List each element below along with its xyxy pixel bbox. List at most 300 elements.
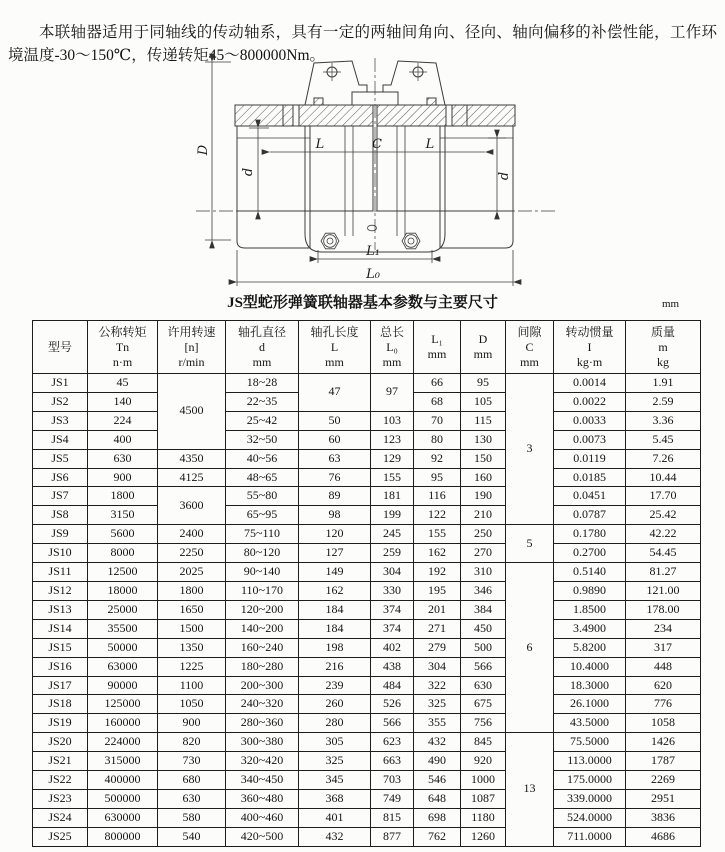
cell-outer_diameter: 105 xyxy=(461,392,506,411)
cell-bore_diameter: 48~65 xyxy=(226,468,299,487)
cell-bore_diameter: 320~420 xyxy=(226,752,299,771)
cell-inertia: 711.0000 xyxy=(554,827,626,846)
cell-l1: 762 xyxy=(414,827,461,846)
cell-nominal_torque: 25000 xyxy=(88,600,158,619)
cell-outer_diameter: 384 xyxy=(461,600,506,619)
cell-inertia: 0.0033 xyxy=(554,411,626,430)
cell-mass: 3.36 xyxy=(626,411,701,430)
cell-model: JS12 xyxy=(33,581,88,600)
cell-mass: 178.00 xyxy=(626,600,701,619)
cell-l1: 155 xyxy=(414,525,461,544)
cell-bore_diameter: 300~380 xyxy=(226,733,299,752)
cell-mass: 5.45 xyxy=(626,430,701,449)
label-d-left: d xyxy=(241,167,256,177)
cell-allowable_speed: 1100 xyxy=(158,676,226,695)
cell-bore_diameter: 80~120 xyxy=(226,544,299,563)
cell-bore_length: 162 xyxy=(299,581,371,600)
table-title: JS型蛇形弹簧联轴器基本参数与主要尺寸 xyxy=(227,295,498,311)
col-header-inertia: 转动惯量 I kg·m xyxy=(554,321,626,374)
table-row xyxy=(33,827,701,846)
cell-allowable_speed: 580 xyxy=(158,808,226,827)
cell-model: JS5 xyxy=(33,449,88,468)
table-row xyxy=(33,752,701,771)
cell-total_length: 199 xyxy=(371,506,414,525)
cell-bore_diameter: 420~500 xyxy=(226,827,299,846)
cell-outer_diameter: 95 xyxy=(461,374,506,393)
cell-l1: 122 xyxy=(414,506,461,525)
cell-bore_length: 280 xyxy=(299,714,371,733)
table-row xyxy=(33,600,701,619)
spec-table xyxy=(32,320,701,847)
cell-outer_diameter: 500 xyxy=(461,638,506,657)
cell-total_length: 749 xyxy=(371,789,414,808)
cell-nominal_torque: 900 xyxy=(88,468,158,487)
cell-outer_diameter: 756 xyxy=(461,714,506,733)
cell-inertia: 0.0451 xyxy=(554,487,626,506)
cell-bore_diameter: 65~95 xyxy=(226,506,299,525)
cell-inertia: 26.1000 xyxy=(554,695,626,714)
cell-inertia: 0.0073 xyxy=(554,430,626,449)
cell-model: JS25 xyxy=(33,827,88,846)
cell-outer_diameter: 310 xyxy=(461,563,506,582)
cell-l1: 546 xyxy=(414,771,461,790)
col-header-bore_diameter: 轴孔直径 d mm xyxy=(226,321,299,374)
cell-bore_diameter: 280~360 xyxy=(226,714,299,733)
table-body xyxy=(33,374,701,847)
cell-total_length: 330 xyxy=(371,581,414,600)
cell-mass: 25.42 xyxy=(626,506,701,525)
cell-nominal_torque: 400000 xyxy=(88,771,158,790)
cell-outer_diameter: 566 xyxy=(461,657,506,676)
cell-model: JS14 xyxy=(33,619,88,638)
cell-total_length: 123 xyxy=(371,430,414,449)
cell-l1: 201 xyxy=(414,600,461,619)
cell-l1: 355 xyxy=(414,714,461,733)
label-d-right: d xyxy=(497,171,512,181)
cell-allowable_speed: 900 xyxy=(158,714,226,733)
cell-inertia: 0.0185 xyxy=(554,468,626,487)
cell-bore_length: 239 xyxy=(299,676,371,695)
cell-inertia: 3.4900 xyxy=(554,619,626,638)
cell-outer_diameter: 250 xyxy=(461,525,506,544)
cell-total_length: 623 xyxy=(371,733,414,752)
cell-allowable_speed: 1500 xyxy=(158,619,226,638)
label-L-right: L xyxy=(425,137,435,152)
cell-inertia: 1.8500 xyxy=(554,600,626,619)
cell-total_length: 815 xyxy=(371,808,414,827)
cell-model: JS11 xyxy=(33,563,88,582)
cell-l1: 271 xyxy=(414,619,461,638)
cell-inertia: 75.5000 xyxy=(554,733,626,752)
cell-mass: 317 xyxy=(626,638,701,657)
cell-model: JS1 xyxy=(33,374,88,393)
cell-outer_diameter: 130 xyxy=(461,430,506,449)
cell-mass: 2951 xyxy=(626,789,701,808)
cell-bore_diameter: 90~140 xyxy=(226,563,299,582)
coupling-section-drawing xyxy=(0,52,725,295)
cell-bore_length: 325 xyxy=(299,752,371,771)
cell-outer_diameter: 190 xyxy=(461,487,506,506)
label-L0: L₀ xyxy=(366,267,380,282)
table-row xyxy=(33,714,701,733)
cell-allowable_speed: 1350 xyxy=(158,638,226,657)
col-header-bore_length: 轴孔长度 L mm xyxy=(299,321,371,374)
cell-allowable_speed: 2250 xyxy=(158,544,226,563)
cell-nominal_torque: 500000 xyxy=(88,789,158,808)
table-row xyxy=(33,581,701,600)
cell-nominal_torque: 63000 xyxy=(88,657,158,676)
cell-bore_length: 63 xyxy=(299,449,371,468)
cell-model: JS16 xyxy=(33,657,88,676)
cell-inertia: 0.0119 xyxy=(554,449,626,468)
cell-mass: 121.00 xyxy=(626,581,701,600)
cell-total_length: 103 xyxy=(371,411,414,430)
cell-bore_length: 76 xyxy=(299,468,371,487)
cell-gap_c: 6 xyxy=(506,563,554,733)
cell-nominal_torque: 315000 xyxy=(88,752,158,771)
cell-inertia: 0.9890 xyxy=(554,581,626,600)
cell-gap_c: 5 xyxy=(506,525,554,563)
cell-model: JS24 xyxy=(33,808,88,827)
cell-allowable_speed: 730 xyxy=(158,752,226,771)
cell-inertia: 0.1780 xyxy=(554,525,626,544)
cell-model: JS15 xyxy=(33,638,88,657)
cell-nominal_torque: 630000 xyxy=(88,808,158,827)
cell-bore_diameter: 32~50 xyxy=(226,430,299,449)
cell-outer_diameter: 1087 xyxy=(461,789,506,808)
cell-l1: 648 xyxy=(414,789,461,808)
table-row xyxy=(33,638,701,657)
cell-inertia: 0.2700 xyxy=(554,544,626,563)
label-L1: L₁ xyxy=(366,244,380,259)
cell-total_length: 484 xyxy=(371,676,414,695)
cell-inertia: 0.0014 xyxy=(554,374,626,393)
cell-allowable_speed: 820 xyxy=(158,733,226,752)
cell-bore_length: 184 xyxy=(299,619,371,638)
cell-total_length: 374 xyxy=(371,619,414,638)
cell-mass: 1787 xyxy=(626,752,701,771)
cell-allowable_speed: 3600 xyxy=(158,487,226,525)
cell-model: JS13 xyxy=(33,600,88,619)
cell-allowable_speed: 1225 xyxy=(158,657,226,676)
cell-l1: 68 xyxy=(414,392,461,411)
cell-l1: 698 xyxy=(414,808,461,827)
col-header-l1: L₁ mm xyxy=(414,321,461,374)
cell-total_length: 181 xyxy=(371,487,414,506)
cell-model: JS20 xyxy=(33,733,88,752)
cell-model: JS19 xyxy=(33,714,88,733)
label-C: C xyxy=(372,137,382,152)
cell-bore_length: 89 xyxy=(299,487,371,506)
cell-outer_diameter: 1000 xyxy=(461,771,506,790)
cell-inertia: 0.5140 xyxy=(554,563,626,582)
table-row xyxy=(33,468,701,487)
table-row xyxy=(33,430,701,449)
cell-bore_diameter: 240~320 xyxy=(226,695,299,714)
cell-nominal_torque: 12500 xyxy=(88,563,158,582)
cell-mass: 1058 xyxy=(626,714,701,733)
table-unit-label: mm xyxy=(662,298,680,310)
table-row xyxy=(33,525,701,544)
cell-total_length: 663 xyxy=(371,752,414,771)
cell-bore_length: 50 xyxy=(299,411,371,430)
cell-nominal_torque: 8000 xyxy=(88,544,158,563)
cell-inertia: 5.8200 xyxy=(554,638,626,657)
cell-inertia: 339.0000 xyxy=(554,789,626,808)
cell-mass: 10.44 xyxy=(626,468,701,487)
cell-outer_diameter: 150 xyxy=(461,449,506,468)
cell-outer_diameter: 845 xyxy=(461,733,506,752)
cell-inertia: 524.0000 xyxy=(554,808,626,827)
col-header-outer_diameter: D mm xyxy=(461,321,506,374)
cell-total_length: 304 xyxy=(371,563,414,582)
cell-nominal_torque: 3150 xyxy=(88,506,158,525)
cell-bore_length: 345 xyxy=(299,771,371,790)
table-row xyxy=(33,449,701,468)
cell-l1: 80 xyxy=(414,430,461,449)
cell-outer_diameter: 450 xyxy=(461,619,506,638)
cell-total_length: 245 xyxy=(371,525,414,544)
cell-bore_length: 305 xyxy=(299,733,371,752)
cell-bore_diameter: 340~450 xyxy=(226,771,299,790)
cell-l1: 322 xyxy=(414,676,461,695)
cell-inertia: 10.4000 xyxy=(554,657,626,676)
cell-allowable_speed: 1800 xyxy=(158,581,226,600)
cell-outer_diameter: 160 xyxy=(461,468,506,487)
cell-model: JS17 xyxy=(33,676,88,695)
table-row xyxy=(33,771,701,790)
table-row xyxy=(33,544,701,563)
cell-total_length: 374 xyxy=(371,600,414,619)
cell-model: JS7 xyxy=(33,487,88,506)
table-row xyxy=(33,374,701,393)
cell-nominal_torque: 5600 xyxy=(88,525,158,544)
cell-bore_length: 127 xyxy=(299,544,371,563)
cell-model: JS4 xyxy=(33,430,88,449)
label-D: D xyxy=(196,144,211,156)
table-row xyxy=(33,789,701,808)
cell-bore_length: 198 xyxy=(299,638,371,657)
cell-inertia: 113.0000 xyxy=(554,752,626,771)
cell-outer_diameter: 346 xyxy=(461,581,506,600)
cell-bore_diameter: 360~480 xyxy=(226,789,299,808)
cell-bore_diameter: 400~460 xyxy=(226,808,299,827)
cell-mass: 17.70 xyxy=(626,487,701,506)
cell-l1: 162 xyxy=(414,544,461,563)
cell-bore_diameter: 22~35 xyxy=(226,392,299,411)
cell-mass: 3836 xyxy=(626,808,701,827)
cell-total_length: 877 xyxy=(371,827,414,846)
col-header-total_length: 总长 L₀ mm xyxy=(371,321,414,374)
cell-mass: 4686 xyxy=(626,827,701,846)
cell-outer_diameter: 1180 xyxy=(461,808,506,827)
cell-mass: 776 xyxy=(626,695,701,714)
intro-paragraph: 本联轴器适用于同轴线的传动轴系，具有一定的两轴间角向、径向、轴向偏移的补偿性能，工作环境温度-30～150℃，传递转矩45～800000Nm。 xyxy=(8,23,717,64)
cell-allowable_speed: 540 xyxy=(158,827,226,846)
cell-outer_diameter: 675 xyxy=(461,695,506,714)
table-row xyxy=(33,619,701,638)
cell-nominal_torque: 1800 xyxy=(88,487,158,506)
cell-bore_length: 368 xyxy=(299,789,371,808)
cover-bolt-hole-right xyxy=(409,63,427,81)
cell-nominal_torque: 630 xyxy=(88,449,158,468)
cover-bolt-hole-left xyxy=(323,63,341,81)
shell-bolt-left xyxy=(321,233,339,249)
cell-inertia: 175.0000 xyxy=(554,771,626,790)
cell-bore_length: 149 xyxy=(299,563,371,582)
cell-inertia: 43.5000 xyxy=(554,714,626,733)
shell-bolt-right xyxy=(402,233,420,249)
cell-model: JS10 xyxy=(33,544,88,563)
cell-nominal_torque: 45 xyxy=(88,374,158,393)
table-row xyxy=(33,506,701,525)
cell-bore_diameter: 40~56 xyxy=(226,449,299,468)
cell-nominal_torque: 18000 xyxy=(88,581,158,600)
cell-total_length: 526 xyxy=(371,695,414,714)
cell-nominal_torque: 50000 xyxy=(88,638,158,657)
cell-mass: 2269 xyxy=(626,771,701,790)
cell-outer_diameter: 210 xyxy=(461,506,506,525)
cell-model: JS2 xyxy=(33,392,88,411)
table-row xyxy=(33,657,701,676)
cell-bore_diameter: 160~240 xyxy=(226,638,299,657)
cell-mass: 42.22 xyxy=(626,525,701,544)
cell-gap_c: 3 xyxy=(506,374,554,525)
lock-tab-right xyxy=(427,98,436,105)
col-header-allowable_speed: 许用转速 [n] r/min xyxy=(158,321,226,374)
col-header-gap_c: 间隙 C mm xyxy=(506,321,554,374)
cell-allowable_speed: 4125 xyxy=(158,468,226,487)
cell-total_length: 259 xyxy=(371,544,414,563)
cell-model: JS3 xyxy=(33,411,88,430)
cell-mass: 620 xyxy=(626,676,701,695)
cell-l1: 66 xyxy=(414,374,461,393)
cell-bore_length: 401 xyxy=(299,808,371,827)
cell-l1: 95 xyxy=(414,468,461,487)
cell-outer_diameter: 920 xyxy=(461,752,506,771)
cell-model: JS21 xyxy=(33,752,88,771)
cell-total_length: 97 xyxy=(371,374,414,412)
cell-nominal_torque: 224 xyxy=(88,411,158,430)
cell-total_length: 129 xyxy=(371,449,414,468)
cell-mass: 448 xyxy=(626,657,701,676)
cell-outer_diameter: 115 xyxy=(461,411,506,430)
cell-mass: 234 xyxy=(626,619,701,638)
cell-inertia: 0.0022 xyxy=(554,392,626,411)
cell-l1: 325 xyxy=(414,695,461,714)
table-row xyxy=(33,487,701,506)
cell-allowable_speed: 630 xyxy=(158,789,226,808)
cell-total_length: 703 xyxy=(371,771,414,790)
cell-total_length: 155 xyxy=(371,468,414,487)
cell-bore_diameter: 140~200 xyxy=(226,619,299,638)
cell-l1: 116 xyxy=(414,487,461,506)
cell-total_length: 402 xyxy=(371,638,414,657)
cell-l1: 195 xyxy=(414,581,461,600)
cell-nominal_torque: 160000 xyxy=(88,714,158,733)
cell-allowable_speed: 4500 xyxy=(158,374,226,450)
table-row xyxy=(33,563,701,582)
cell-l1: 70 xyxy=(414,411,461,430)
lock-tab-left xyxy=(314,98,323,105)
cell-inertia: 0.0787 xyxy=(554,506,626,525)
cell-total_length: 438 xyxy=(371,657,414,676)
cell-gap_c: 13 xyxy=(506,733,554,846)
cell-nominal_torque: 224000 xyxy=(88,733,158,752)
cell-l1: 92 xyxy=(414,449,461,468)
cell-mass: 54.45 xyxy=(626,544,701,563)
cell-bore_length: 432 xyxy=(299,827,371,846)
cell-nominal_torque: 90000 xyxy=(88,676,158,695)
cell-model: JS18 xyxy=(33,695,88,714)
cell-model: JS6 xyxy=(33,468,88,487)
cell-bore_length: 120 xyxy=(299,525,371,544)
cell-bore_diameter: 110~170 xyxy=(226,581,299,600)
cell-mass: 7.26 xyxy=(626,449,701,468)
cell-mass: 2.59 xyxy=(626,392,701,411)
header-row xyxy=(33,321,701,374)
cell-bore_diameter: 55~80 xyxy=(226,487,299,506)
cell-model: JS9 xyxy=(33,525,88,544)
cell-allowable_speed: 1650 xyxy=(158,600,226,619)
cell-nominal_torque: 35500 xyxy=(88,619,158,638)
col-header-model: 型号 xyxy=(33,321,88,374)
cell-total_length: 566 xyxy=(371,714,414,733)
cell-outer_diameter: 270 xyxy=(461,544,506,563)
cell-bore_length: 260 xyxy=(299,695,371,714)
cell-l1: 279 xyxy=(414,638,461,657)
cell-allowable_speed: 4350 xyxy=(158,449,226,468)
col-header-mass: 质量 m kg xyxy=(626,321,701,374)
cell-mass: 1426 xyxy=(626,733,701,752)
cell-bore_length: 60 xyxy=(299,430,371,449)
table-row xyxy=(33,695,701,714)
cell-bore_diameter: 180~280 xyxy=(226,657,299,676)
cell-bore_length: 216 xyxy=(299,657,371,676)
cell-nominal_torque: 400 xyxy=(88,430,158,449)
cell-mass: 1.91 xyxy=(626,374,701,393)
cell-outer_diameter: 1260 xyxy=(461,827,506,846)
col-header-nominal_torque: 公称转矩 Tn n·m xyxy=(88,321,158,374)
cell-model: JS23 xyxy=(33,789,88,808)
cell-allowable_speed: 2400 xyxy=(158,525,226,544)
cell-bore_diameter: 200~300 xyxy=(226,676,299,695)
cell-bore_diameter: 120~200 xyxy=(226,600,299,619)
cell-allowable_speed: 680 xyxy=(158,771,226,790)
cell-bore_length: 98 xyxy=(299,506,371,525)
table-row xyxy=(33,411,701,430)
table-row xyxy=(33,733,701,752)
cell-bore_diameter: 75~110 xyxy=(226,525,299,544)
cell-bore_diameter: 18~28 xyxy=(226,374,299,393)
cell-model: JS22 xyxy=(33,771,88,790)
cell-l1: 304 xyxy=(414,657,461,676)
cell-allowable_speed: 2025 xyxy=(158,563,226,582)
table-row xyxy=(33,676,701,695)
cell-l1: 490 xyxy=(414,752,461,771)
cell-nominal_torque: 125000 xyxy=(88,695,158,714)
cell-l1: 432 xyxy=(414,733,461,752)
cell-bore_length: 47 xyxy=(299,374,371,412)
cell-bore_diameter: 25~42 xyxy=(226,411,299,430)
cell-nominal_torque: 800000 xyxy=(88,827,158,846)
cell-nominal_torque: 140 xyxy=(88,392,158,411)
cell-bore_length: 184 xyxy=(299,600,371,619)
cell-allowable_speed: 1050 xyxy=(158,695,226,714)
table-row xyxy=(33,808,701,827)
cell-l1: 192 xyxy=(414,563,461,582)
cell-model: JS8 xyxy=(33,506,88,525)
